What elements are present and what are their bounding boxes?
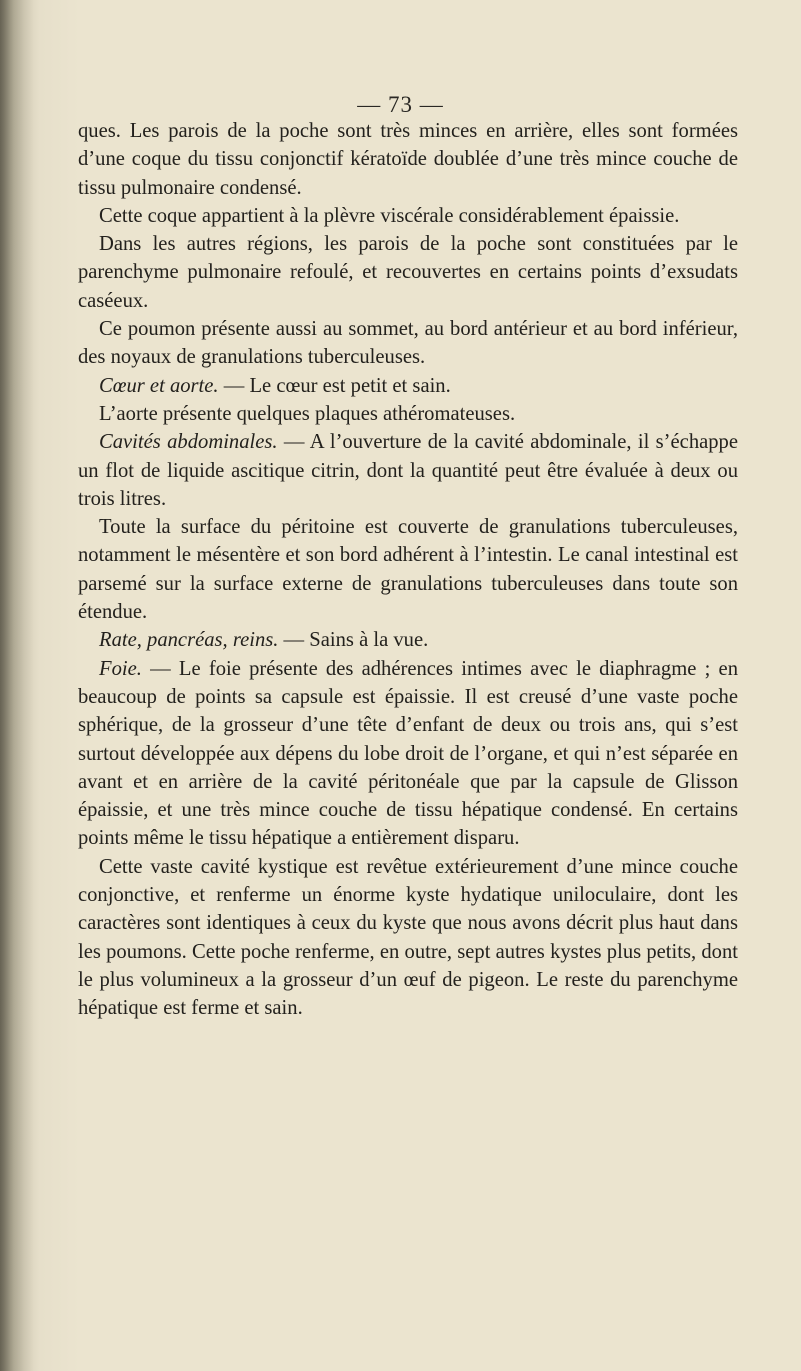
paragraph xyxy=(78,202,738,230)
section-heading: Rate, pancréas, reins. xyxy=(99,629,279,652)
paragraph-text: Ce poumon présente aussi au sommet, au bord antérieur et au bord inférieur, des noyaux de granulations tuberculeuses. xyxy=(78,318,738,369)
paragraph-text: Dans les autres régions, les parois de la poche sont constituées par le parenchyme pulmonaire refoulé, et recouvertes en certains points d’exsudats caséeux. xyxy=(78,233,738,312)
page-gutter-shadow xyxy=(0,0,34,1371)
section-heading: Foie. xyxy=(99,657,142,680)
paragraph xyxy=(78,513,738,626)
paragraph-text: Cette vaste cavité kystique est revêtue extérieurement d’une mince couche conjonctive, et renferme un énorme kyste hydatique uniloculaire, dont les caractères sont identiques à ceux du kyste que nous avons décrit plus haut dans les poumons. Cette poche renferme, en outre, sept autres kystes plus petits, dont le plus volumineux a la grosseur d’un œuf de pigeon. Le reste du parenchyme hépatique est ferme et sain. xyxy=(78,855,738,1020)
page-number: — 73 — xyxy=(357,92,444,117)
paragraph xyxy=(78,626,738,654)
paragraph xyxy=(78,428,738,513)
paragraph xyxy=(78,117,738,202)
paragraph-text: — Sains à la vue. xyxy=(278,629,429,652)
paragraph xyxy=(78,655,738,853)
paragraph xyxy=(78,315,738,372)
paragraph xyxy=(78,372,738,400)
paragraph-text: ques. Les parois de la poche sont très minces en arrière, elles sont formées d’une coque du tissu conjonctif kératoïde doublée d’une très mince couche de tissu pulmonaire condensé. xyxy=(78,120,738,199)
section-heading: Cavités abdominales. xyxy=(99,431,278,454)
paragraph xyxy=(78,230,738,315)
section-heading: Cœur et aorte. xyxy=(99,374,219,397)
paragraph-text: — Le cœur est petit et sain. xyxy=(218,374,451,397)
paragraph-text: — A l’ouverture de la cavité abdominale, il s’échappe un flot de liquide ascitique citrin, dont la quantité peut être évaluée à deux ou trois litres. xyxy=(78,431,738,510)
paragraph-text: — Le foie présente des adhérences intimes avec le diaphragme ; en beaucoup de points sa capsule est épaissie. Il est creusé d’une vaste poche sphérique, de la grosseur d’une tête d’enfant de deux ou trois ans, qui s’est surtout développée aux dépens du lobe droit de l’organe, et qui n’est séparée en avant et en arrière de la cavité péritonéale que par la capsule de Glisson épaissie, et une très mince couche de tissu hépatique condensé. En certains points même le tissu hépatique a entièrement disparu. xyxy=(78,657,738,850)
paragraph-text: Toute la surface du péritoine est couverte de granulations tuberculeuses, notamment le mésentère et son bord adhérent à l’intestin. Le canal intestinal est parsemé sur la surface externe de granulations tuberculeuses dans toute son étendue. xyxy=(78,516,738,624)
paragraph-text: Cette coque appartient à la plèvre viscérale considérablement épaissie. xyxy=(99,204,680,227)
paragraph-text: L’aorte présente quelques plaques athéromateuses. xyxy=(99,402,516,425)
body-text xyxy=(78,117,738,1023)
paragraph xyxy=(78,400,738,428)
paragraph xyxy=(78,853,738,1023)
